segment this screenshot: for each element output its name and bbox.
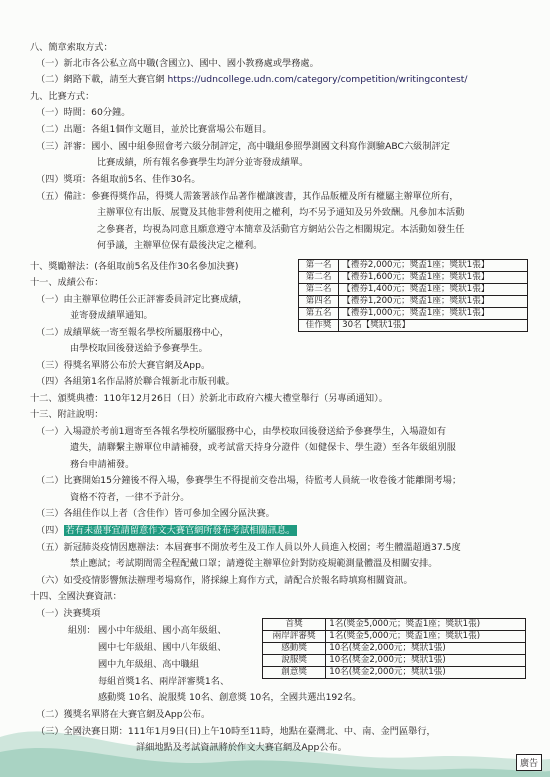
award-prize: 【禮券1,200元；獎盃1座；獎狀1張】: [339, 296, 528, 308]
table-row: [299, 272, 528, 284]
s11-item-2-cont: 由學校取回後發送給予參賽學生。: [70, 343, 208, 354]
s14-item-2: （二）獲獎名單將在大賽官網及App公布。: [36, 709, 211, 720]
award-prize: 30名【獎狀1張】: [339, 320, 528, 332]
group-label: 組別：: [68, 625, 96, 636]
table-row: [299, 296, 528, 308]
final-award-prize: 10名(獎金2,000元；獎狀1張): [326, 655, 526, 667]
s11-item-3: （三）得獎名單將公布於大賽官網及App。: [36, 360, 211, 371]
s14-item-3-cont: 詳細地點及考試資訊將於作文大賽官網及App公布。: [136, 742, 347, 753]
group-line-3: 國中九年級組、高中職組: [98, 659, 200, 670]
s14-item-1: （一）決賽獎項: [36, 608, 101, 619]
award-rank: 佳作獎: [299, 320, 339, 332]
award-rank: 第四名: [299, 296, 339, 308]
s13-item-2-cont: 資格不符者，一律不予計分。: [70, 492, 190, 503]
highlighted-notice: 若有未盡事宜請留意作文大賽官網所發布考試相關訊息。: [65, 525, 296, 536]
s13-item-2: （二）比賽開始15分鐘後不得入場，參賽學生不得提前交卷出場，待監考人員統一收卷後才能離開考場；: [36, 475, 462, 486]
awards-table: [298, 259, 528, 332]
award-rank: 第三名: [299, 284, 339, 296]
s11-item-1: （一）由主辦單位聘任公正評審委員評定比賽成績，: [36, 294, 248, 305]
s13-item-1-cont2: 務台申請補發。: [70, 459, 135, 470]
award-rank: 第五名: [299, 308, 339, 320]
s13-item-3: （三）各組佳作以上者（含佳作）皆可參加全國分區決賽。: [36, 508, 275, 519]
s8-item-1: （一）新北市各公私立高中職(含國立)、國中、國小教務處或學務處。: [36, 58, 319, 69]
table-row: [263, 619, 526, 631]
s11-item-4: （四）各組第1名作品將於聯合報新北市版刊載。: [36, 376, 235, 387]
table-row: [263, 643, 526, 655]
s11-item-2: （二）成績單統一寄至報名學校所屬服務中心，: [36, 327, 229, 338]
group-line-5: 感動獎 10名、說服獎 10名、創意獎 10名，全國共選出192名。: [98, 692, 362, 703]
final-award-name: 兩岸評審獎: [263, 631, 326, 643]
s9-item-2: （二）出題：各組1個作文題目，並於比賽當場公布題目。: [36, 124, 272, 135]
s9-item-5-cont3: 何爭議，主辦單位保有最後決定之權利。: [97, 240, 263, 251]
section-13-title: 十三、附註說明：: [30, 409, 104, 420]
table-row: [299, 308, 528, 320]
finals-table: [262, 618, 526, 679]
s9-item-5-cont2: 之參賽者，均視為同意且願意遵守本簡章及活動官方網站公告之相關規定。本活動如發生任: [97, 224, 465, 235]
s11-item-1-cont: 並寄發成績單通知。: [70, 310, 153, 321]
award-prize: 【禮券1,600元；獎盃1座；獎狀1張】: [339, 272, 528, 284]
section-12-title: 十二、頒獎典禮：110年12月26日（日）於新北市政府六樓大禮堂舉行（另專函通知）。: [30, 393, 388, 404]
section-11-title: 十一、成績公布：: [30, 277, 104, 288]
s9-item-1: （一）時間：60分鐘。: [36, 107, 131, 118]
award-prize: 【禮券1,400元；獎盃1座；獎狀1張】: [339, 284, 528, 296]
website-link[interactable]: https://udncollege.udn.com/category/competition/writingcontest/: [167, 74, 468, 85]
s13-item-4: （四） 若有未盡事宜請留意作文大賽官網所發布考試相關訊息。: [36, 525, 296, 536]
table-row: [299, 260, 528, 272]
section-10-title: 十、獎勵辦法：(各組取前5名及佳作30名參加決賽): [30, 261, 239, 272]
section-9-title: 九、比賽方式：: [30, 91, 95, 102]
final-award-prize: 1名(獎金5,000元；獎盃1座；獎狀1張): [326, 631, 526, 643]
final-award-prize: 1名(獎金5,000元；獎盃1座；獎狀1張): [326, 619, 526, 631]
group-line-4: 每組首獎1名、兩岸評審獎1名、: [98, 676, 230, 687]
final-award-name: 首獎: [263, 619, 326, 631]
final-award-name: 感動獎: [263, 643, 326, 655]
table-row: [263, 631, 526, 643]
award-prize: 【禮券1,000元；獎盃1座；獎狀1張】: [339, 308, 528, 320]
s13-item-1-cont1: 遺失，請聯繫主辦單位申請補發，或考試當天持身分證件（如健保卡、學生證）至各年級組別服: [70, 442, 456, 453]
final-award-name: 說服獎: [263, 655, 326, 667]
s8-item-2: （二）網路下載，請至大賽官網 https://udncollege.udn.com/category/competition/writingcontest/: [36, 74, 468, 85]
s13-item-5: （五）新冠肺炎疫情因應辦法：本屆賽事不開放考生及工作人員以外人員進入校園；考生體溫超過37.5度: [36, 542, 461, 553]
table-row: [299, 320, 528, 332]
group-line-1: 國小中年級組、國小高年級組、: [98, 625, 227, 636]
section-14-title: 十四、全國決賽資訊：: [30, 591, 122, 602]
table-row: [263, 655, 526, 667]
s9-item-3-cont: 比賽成績，所有報名參賽學生均評分並寄發成績單。: [97, 157, 309, 168]
final-award-prize: 10名(獎金2,000元；獎狀1張): [326, 643, 526, 655]
award-prize: 【禮券2,000元；獎盃1座；獎狀1張】: [339, 260, 528, 272]
s13-item-1: （一）入場證於考前1週寄至各報名學校所屬服務中心，由學校取回後發送給予參賽學生，入場證如有: [36, 426, 447, 437]
final-award-name: 創意獎: [263, 667, 326, 679]
table-row: [263, 667, 526, 679]
section-8-title: 八、簡章索取方式：: [30, 42, 113, 53]
s9-item-4: （四）獎項：各組取前5名、佳作30名。: [36, 174, 201, 185]
award-rank: 第一名: [299, 260, 339, 272]
s9-item-5: （五）備註：參賽得獎作品，得獎人需簽署該作品著作權讓渡書，其作品版權及所有權屬主辦單位所有，: [36, 191, 459, 202]
table-row: [299, 284, 528, 296]
s9-item-3: （三）評審：國小、國中組參照會考六級分制評定，高中職組參照學測國文科寫作測驗ABC六級制評定: [36, 141, 450, 152]
s13-item-6: （六）如受疫情影響無法辦理考場寫作，將採線上寫作方式，請配合於報名時填寫相關資訊。: [36, 575, 413, 586]
s9-item-5-cont1: 主辦單位有出版、展覽及其他非營利使用之權利，均不另予通知及另外致酬。凡參加本活動: [97, 207, 465, 218]
s14-item-3: （三）全國決賽日期：111年1月9日(日)上午10時至11時，地點在臺灣北、中、南、金門區舉行，: [36, 726, 436, 737]
final-award-prize: 10名(獎金2,000元；獎狀1張): [326, 667, 526, 679]
advertisement-label: 廣告: [516, 754, 542, 771]
award-rank: 第二名: [299, 272, 339, 284]
s13-item-5-cont: 禁止應試；考試期間需全程配戴口罩；請遵從主辦單位針對防疫規範測量體溫及相關安排。: [70, 558, 438, 569]
group-line-2: 國中七年級組、國中八年級組、: [98, 642, 227, 653]
